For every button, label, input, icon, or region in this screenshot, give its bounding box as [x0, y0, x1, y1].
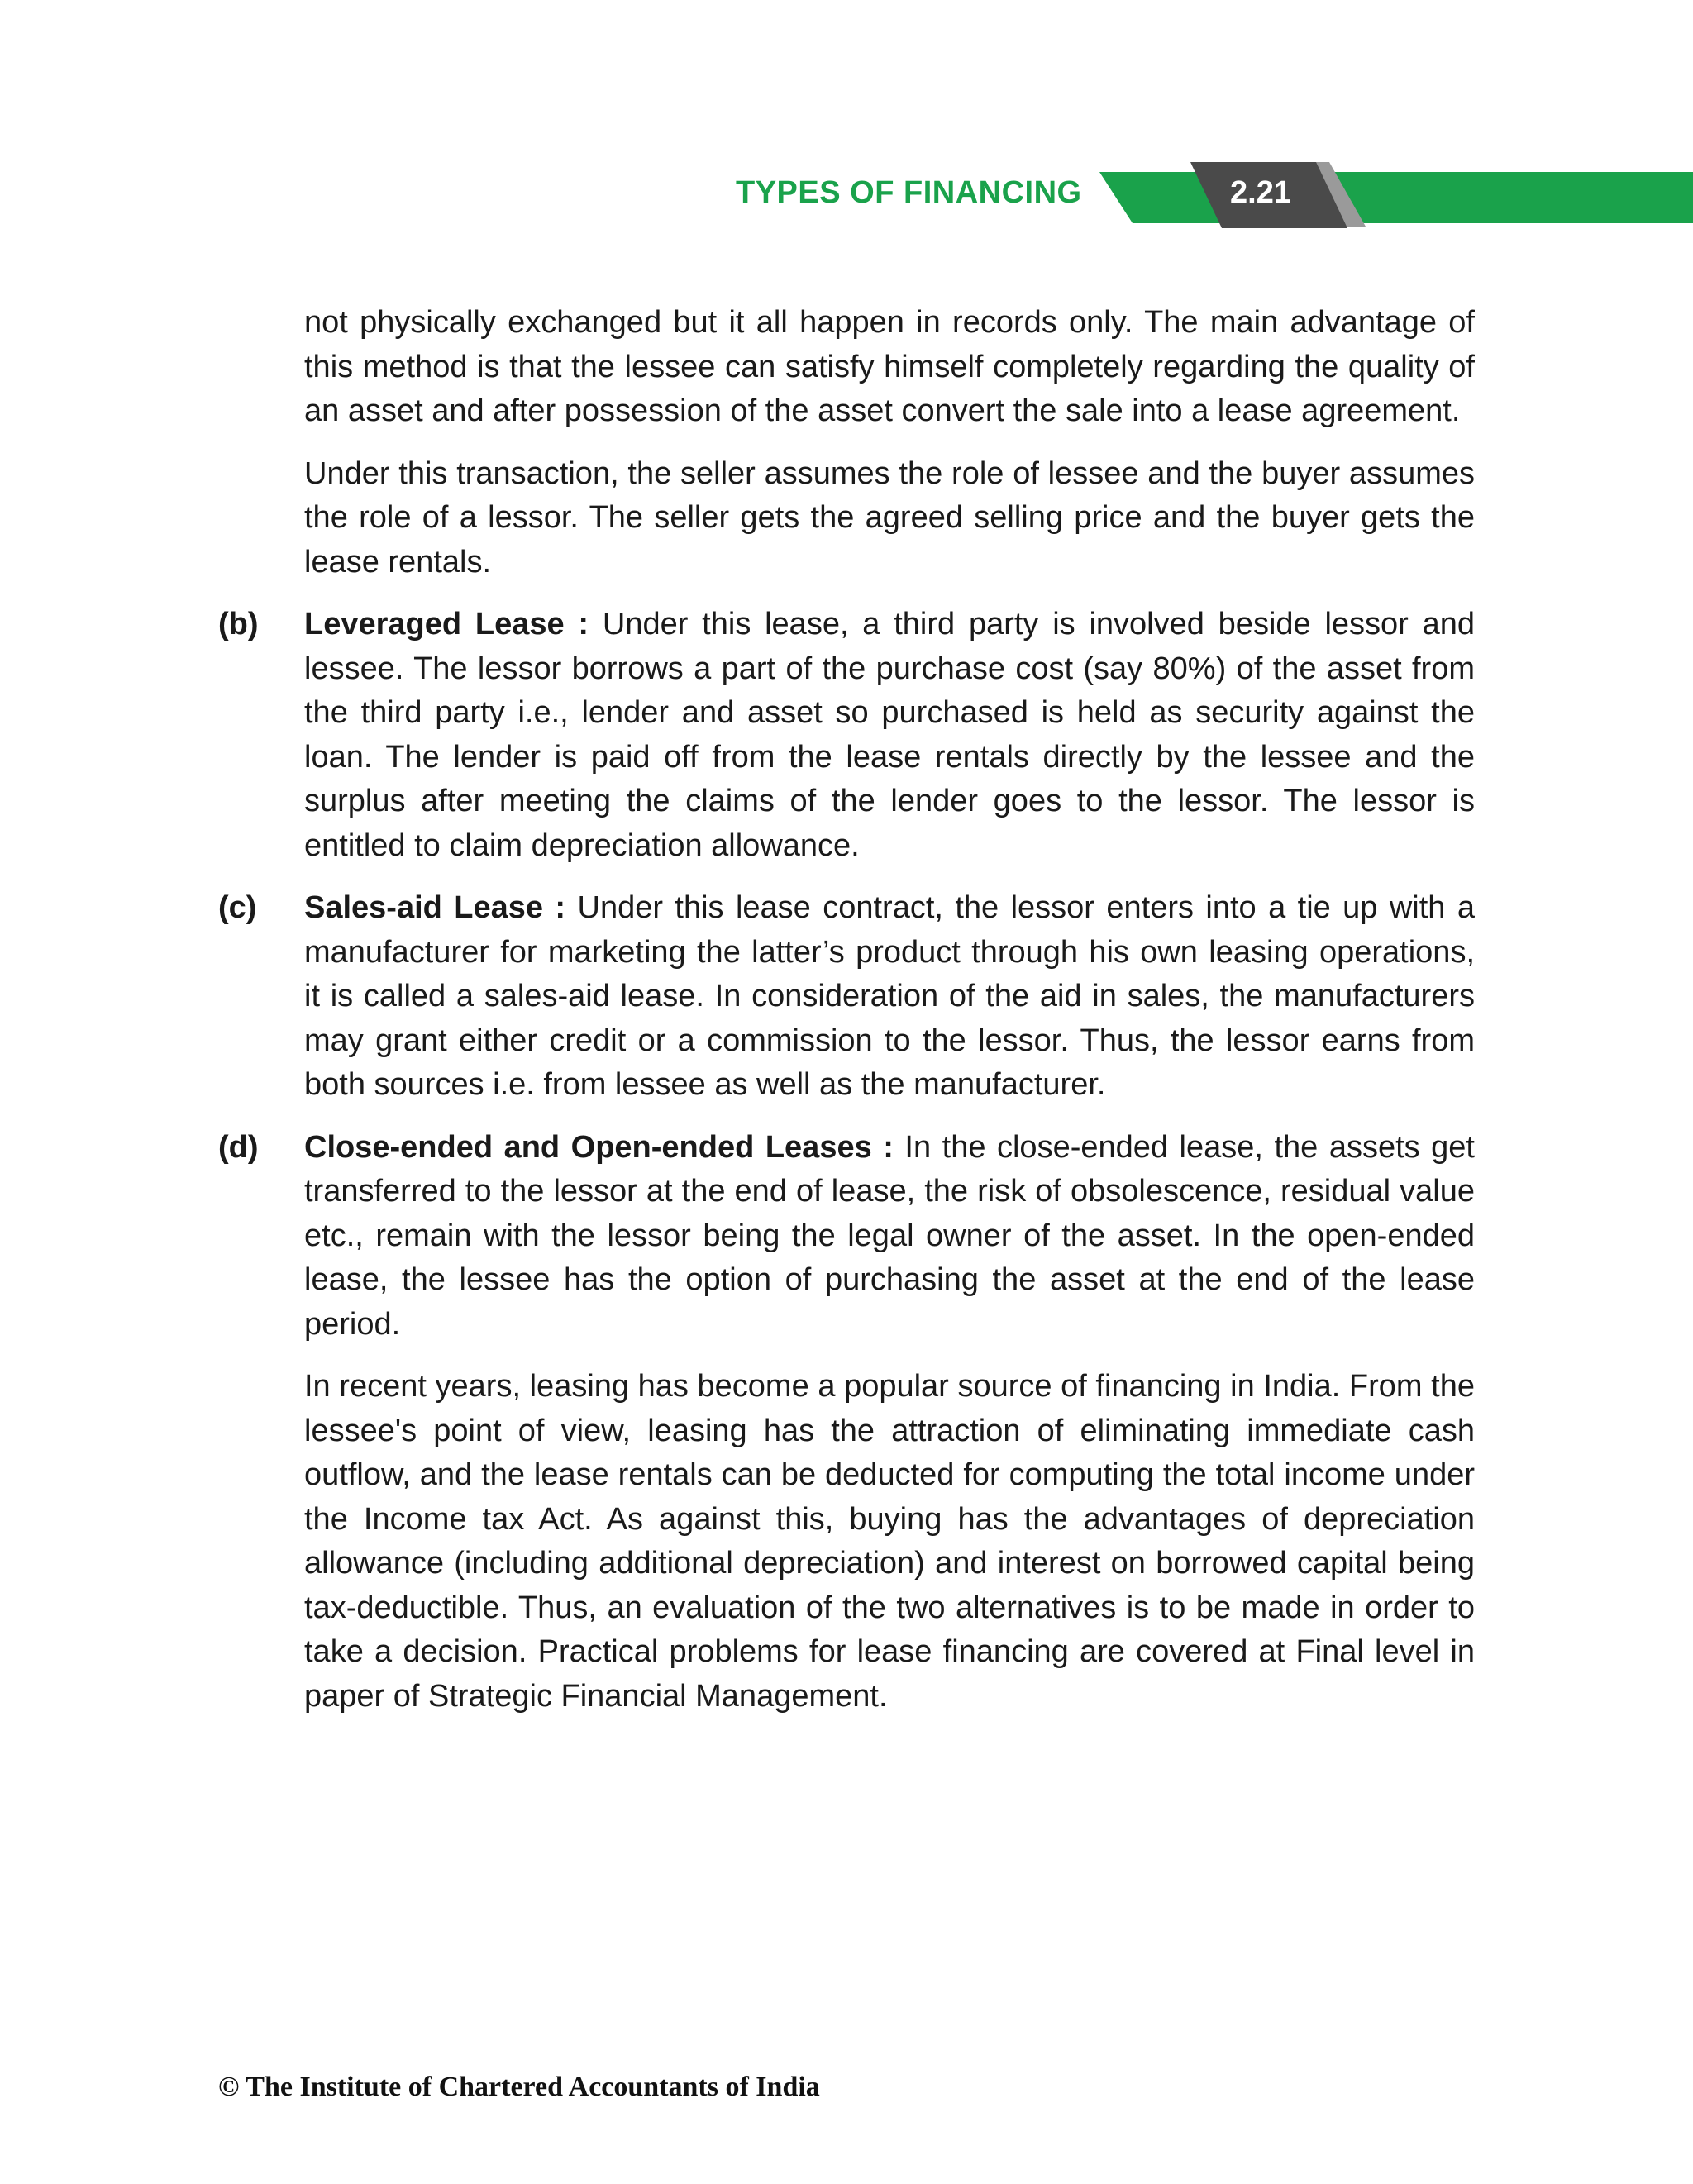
page-number: 2.21: [1230, 175, 1291, 210]
list-item-body: [304, 1126, 1475, 1347]
list-item-text: In the close-ended lease, the assets get transferred to the lessor at the end of lease, the risk of obsolescence, residual value etc., remain with the lessor being the legal owner of the asset. In the open-ended lease, the lessee has the option of purchasing the asset at the end of the lease period.: [304, 1129, 1475, 1342]
main-content: [218, 301, 1475, 1737]
sale-leaseback-paragraph: Under this transaction, the seller assumes the role of lessee and the buyer assumes the role of a lessor. The seller gets the agreed selling price and the buyer gets the lease rentals.: [304, 455, 1475, 579]
list-item-label: (d): [218, 1129, 259, 1165]
list-item-text: Under this lease contract, the lessor enters into a tie up with a manufacturer for marketing the latter’s product through his own leasing operations, it is called a sales-aid lease. In consideration of the aid in sales, the manufacturers may grant either credit or a commission to the lessor. Thus, the lessor earns from both sources i.e. from lessee as well as the manufacturer.: [304, 890, 1475, 1102]
list-item-text: Under this lease, a third party is involved beside lessor and lessee. The lessor borrows a part of the purchase cost (say 80%) of the asset from the third party i.e., lender and asset so purchased is held as security against the loan. The lender is paid off from the lease rentals directly by the lessee and the surplus after meeting the claims of the lender goes to the lessor. The lessor is entitled to claim depreciation allowance.: [304, 607, 1476, 863]
list-item-heading: Leveraged Lease :: [304, 607, 589, 641]
list-item-label: (b): [218, 607, 259, 641]
list-item-body: [304, 886, 1475, 1108]
list-item-heading: Sales-aid Lease :: [304, 890, 566, 925]
list-item-heading: Close-ended and Open-ended Leases :: [304, 1129, 894, 1165]
closing-paragraph: In recent years, leasing has become a popular source of financing in India. From the lessee's point of view, leasing has the attraction of eliminating immediate cash outflow, and the lease rentals can be deducted for computing the total income under the Income tax Act. As against this, buying has the advantages of depreciation allowance (including additional depreciation) and interest on borrowed capital being tax-deductible. Thus, an evaluation of the two alternatives is to be made in order to take a decision. Practical problems for lease financing are covered at Final level in paper of Strategic Financial Management.: [304, 1369, 1475, 1714]
section-title: TYPES OF FINANCING: [736, 175, 1082, 210]
list-item-close-open-ended-leases: [218, 1126, 1475, 1347]
header-banner-graphic: [1099, 162, 1693, 236]
list-item-sales-aid-lease: [218, 886, 1475, 1108]
list-item-label: (c): [218, 890, 257, 925]
footer-copyright: © The Institute of Chartered Accountants of India: [218, 2072, 820, 2102]
header-green-band: [1099, 172, 1693, 223]
list-item-leveraged-lease: [218, 603, 1475, 868]
list-item-body: [304, 603, 1475, 868]
continuation-paragraph: not physically exchanged but it all happen in records only. The main advantage of this method is that the lessee can satisfy himself completely regarding the quality of an asset and after possession of the asset convert the sale into a lease agreement.: [304, 305, 1475, 428]
